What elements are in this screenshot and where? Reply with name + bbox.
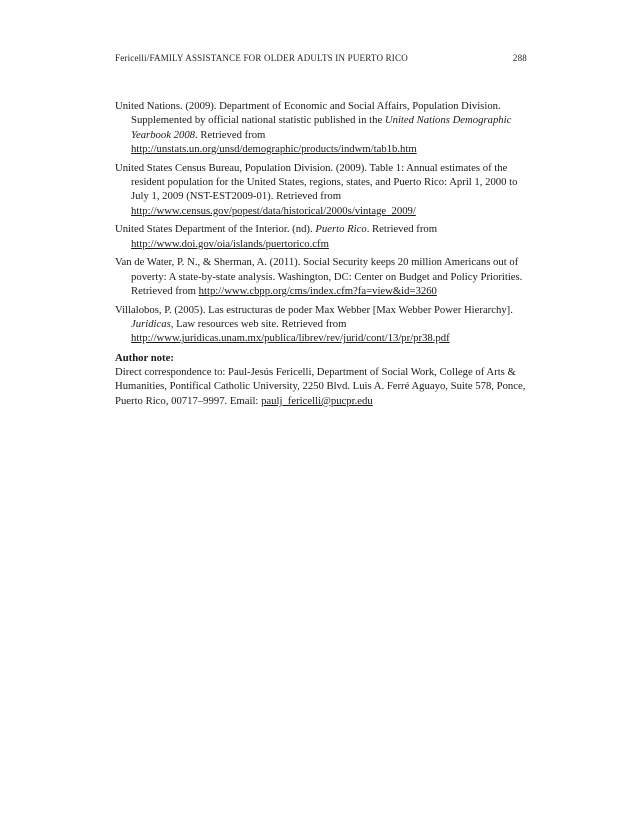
reference-link[interactable]: http://www.census.gov/popest/data/historical/2000s/vintage_2009/ — [131, 204, 416, 217]
reference-link[interactable]: http://www.juridicas.unam.mx/publica/librev/rev/jurid/cont/13/pr/pr38.pdf — [131, 332, 450, 345]
reference-list — [115, 99, 527, 408]
page-number: 288 — [512, 53, 527, 63]
running-header — [115, 53, 527, 63]
email-link[interactable]: paulj_fericelli@pucpr.edu — [261, 394, 373, 407]
author-note-heading: Author note: — [115, 351, 174, 364]
reference-entry: United States Department of the Interior. (nd). Puerto Rico. Retrieved from http://www.doi.gov/oia/islands/puertorico.cfm — [115, 223, 438, 250]
author-note-text: Direct correspondence to: Paul-Jesús Fericelli, Department of Social Work, College of Arts & Humanities, Pontifical Catholic University, 2250 Blvd. Luis A. Ferré Aguayo, Suite 578, Ponce, Puerto Rico, 00717–9997. Email: paulj_fericelli@pucpr.edu — [115, 366, 526, 407]
reference-link[interactable]: http://unstats.un.org/unsd/demographic/products/indwm/tab1b.htm — [131, 142, 417, 155]
running-title: Fericelli/FAMILY ASSISTANCE FOR OLDER ADULTS IN PUERTO RICO — [115, 53, 408, 63]
reference-entry: Villalobos, P. (2005). Las estructuras de poder Max Webber [Max Webber Power Hierarchy]. Juridicas, Law resources web site. Retrieved from http://www.juridicas.unam.mx/publica/librev/rev/jurid/cont/13/pr/pr38.pdf — [115, 303, 513, 345]
reference-entry: United Nations. (2009). Department of Economic and Social Affairs, Population Division. Supplemented by official national statistic published in the United Nations Demographic Yearbook 2008. Retrieved from http://unstats.un.org/unsd/demographic/products/indwm/tab1b.htm — [115, 100, 512, 155]
reference-link[interactable]: http://www.doi.gov/oia/islands/puertorico.cfm — [131, 237, 329, 250]
reference-entry: United States Census Bureau, Population Division. (2009). Table 1: Annual estimates of the resident population for the United States, regions, states, and Puerto Rico: April 1, 2000 to July 1, 2009 (NST-EST2009-01). Retrieved from http://www.census.gov/popest/data/historical/2000s/vintage_2009/ — [115, 161, 518, 217]
reference-link[interactable]: http://www.cbpp.org/cms/index.cfm?fa=view&id=3260 — [198, 285, 437, 298]
reference-entry: Van de Water, P. N., & Sherman, A. (2011). Social Security keeps 20 million Americans out of poverty: A state-by-state analysis. Washington, DC: Center on Budget and Policy Priorities. Retrieved from http://www.cbpp.org/cms/index.cfm?fa=view&id=3260 — [115, 256, 523, 298]
